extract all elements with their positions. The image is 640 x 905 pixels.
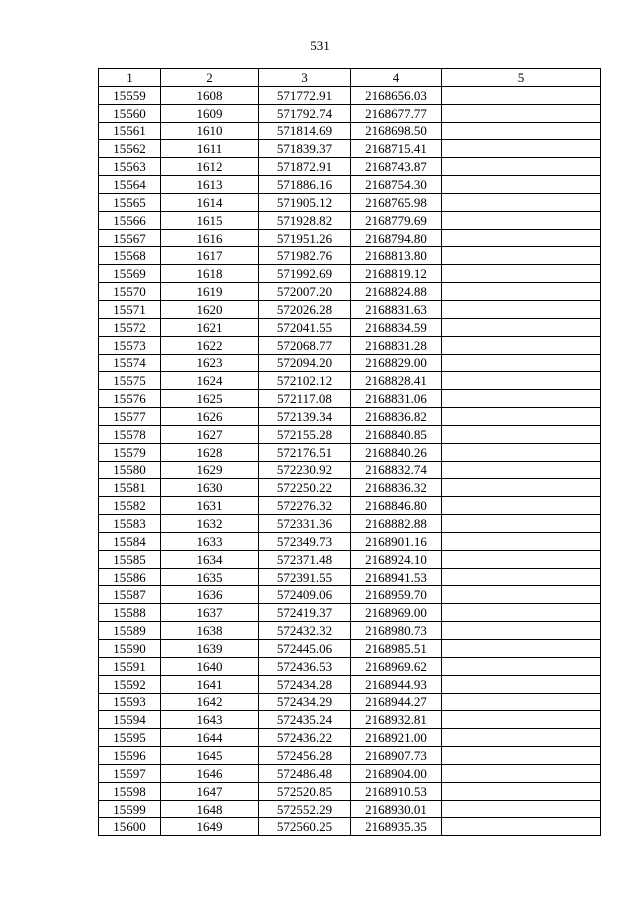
table-cell-col-5 (442, 158, 601, 176)
table-cell-col-4: 2168698.50 (351, 122, 442, 140)
table-cell-col-5 (442, 372, 601, 390)
table-cell-col-3: 572155.28 (259, 425, 351, 443)
table-cell-col-2: 1610 (161, 122, 259, 140)
table-cell-col-5 (442, 443, 601, 461)
table-cell-col-1: 15583 (99, 515, 161, 533)
table-row (99, 247, 601, 265)
table-row (99, 425, 601, 443)
table-cell-col-5 (442, 604, 601, 622)
table-cell-col-1: 15560 (99, 104, 161, 122)
table-cell-col-5 (442, 657, 601, 675)
table-cell-col-2: 1631 (161, 497, 259, 515)
table-cell-col-3: 571792.74 (259, 104, 351, 122)
table-cell-col-1: 15584 (99, 532, 161, 550)
table-cell-col-4: 2168910.53 (351, 782, 442, 800)
table-cell-col-1: 15571 (99, 300, 161, 318)
table-cell-col-3: 571982.76 (259, 247, 351, 265)
table-cell-col-1: 15563 (99, 158, 161, 176)
table-cell-col-1: 15570 (99, 283, 161, 301)
table-cell-col-2: 1623 (161, 354, 259, 372)
table-cell-col-4: 2168765.98 (351, 193, 442, 211)
table-cell-col-4: 2168904.00 (351, 764, 442, 782)
table-cell-col-1: 15586 (99, 568, 161, 586)
table-cell-col-3: 571872.91 (259, 158, 351, 176)
table-cell-col-3: 572349.73 (259, 532, 351, 550)
table-cell-col-2: 1628 (161, 443, 259, 461)
table-cell-col-4: 2168969.62 (351, 657, 442, 675)
table-cell-col-1: 15578 (99, 425, 161, 443)
table-cell-col-4: 2168882.88 (351, 515, 442, 533)
table-cell-col-2: 1644 (161, 729, 259, 747)
table-cell-col-4: 2168754.30 (351, 176, 442, 194)
table-row (99, 568, 601, 586)
table-cell-col-2: 1635 (161, 568, 259, 586)
table-cell-col-2: 1642 (161, 693, 259, 711)
table-cell-col-4: 2168794.80 (351, 229, 442, 247)
table-cell-col-2: 1622 (161, 336, 259, 354)
table-cell-col-1: 15561 (99, 122, 161, 140)
table-cell-col-1: 15579 (99, 443, 161, 461)
table-cell-col-2: 1646 (161, 764, 259, 782)
table-cell-col-3: 572041.55 (259, 318, 351, 336)
table-cell-col-4: 2168677.77 (351, 104, 442, 122)
table-cell-col-1: 15594 (99, 711, 161, 729)
table-cell-col-1: 15596 (99, 747, 161, 765)
header-col-5: 5 (442, 69, 601, 87)
coordinates-table (98, 68, 601, 836)
table-cell-col-5 (442, 711, 601, 729)
table-header (99, 69, 601, 87)
table-cell-col-4: 2168944.27 (351, 693, 442, 711)
table-cell-col-5 (442, 747, 601, 765)
table-cell-col-1: 15580 (99, 461, 161, 479)
table-cell-col-2: 1633 (161, 532, 259, 550)
table-cell-col-3: 572436.53 (259, 657, 351, 675)
table-cell-col-4: 2168834.59 (351, 318, 442, 336)
table-cell-col-5 (442, 86, 601, 104)
table-cell-col-5 (442, 586, 601, 604)
table-cell-col-4: 2168813.80 (351, 247, 442, 265)
table-cell-col-4: 2168969.00 (351, 604, 442, 622)
table-cell-col-5 (442, 408, 601, 426)
table-row (99, 729, 601, 747)
table-cell-col-4: 2168715.41 (351, 140, 442, 158)
table-row (99, 390, 601, 408)
table-row (99, 657, 601, 675)
table-row (99, 532, 601, 550)
table-cell-col-1: 15582 (99, 497, 161, 515)
table-cell-col-1: 15599 (99, 800, 161, 818)
table-cell-col-3: 572276.32 (259, 497, 351, 515)
table-cell-col-4: 2168831.28 (351, 336, 442, 354)
table-cell-col-5 (442, 675, 601, 693)
table-cell-col-5 (442, 104, 601, 122)
header-row (99, 69, 601, 87)
table-cell-col-5 (442, 461, 601, 479)
table-cell-col-5 (442, 729, 601, 747)
table-row (99, 479, 601, 497)
table-cell-col-2: 1615 (161, 211, 259, 229)
table-cell-col-4: 2168930.01 (351, 800, 442, 818)
table-cell-col-1: 15595 (99, 729, 161, 747)
table-cell-col-3: 572139.34 (259, 408, 351, 426)
table-cell-col-2: 1636 (161, 586, 259, 604)
table-cell-col-3: 572094.20 (259, 354, 351, 372)
table-cell-col-2: 1638 (161, 622, 259, 640)
table-row (99, 265, 601, 283)
table-row (99, 586, 601, 604)
table-cell-col-3: 572068.77 (259, 336, 351, 354)
table-cell-col-3: 572445.06 (259, 640, 351, 658)
table-cell-col-5 (442, 229, 601, 247)
table-cell-col-3: 571772.91 (259, 86, 351, 104)
table-cell-col-4: 2168924.10 (351, 550, 442, 568)
table-cell-col-2: 1630 (161, 479, 259, 497)
table-cell-col-4: 2168829.00 (351, 354, 442, 372)
table-cell-col-5 (442, 140, 601, 158)
table-cell-col-2: 1617 (161, 247, 259, 265)
table-cell-col-2: 1619 (161, 283, 259, 301)
table-row (99, 461, 601, 479)
table-cell-col-3: 572552.29 (259, 800, 351, 818)
table-cell-col-5 (442, 622, 601, 640)
table-cell-col-3: 571839.37 (259, 140, 351, 158)
table-row (99, 354, 601, 372)
table-cell-col-1: 15569 (99, 265, 161, 283)
table-cell-col-3: 571814.69 (259, 122, 351, 140)
table-cell-col-3: 572230.92 (259, 461, 351, 479)
table-cell-col-1: 15591 (99, 657, 161, 675)
table-row (99, 283, 601, 301)
table-cell-col-4: 2168941.53 (351, 568, 442, 586)
table-row (99, 211, 601, 229)
table-cell-col-1: 15593 (99, 693, 161, 711)
table-cell-col-4: 2168824.88 (351, 283, 442, 301)
table-cell-col-4: 2168831.63 (351, 300, 442, 318)
table-cell-col-4: 2168836.32 (351, 479, 442, 497)
table-row (99, 764, 601, 782)
table-cell-col-1: 15585 (99, 550, 161, 568)
table-row (99, 550, 601, 568)
table-cell-col-1: 15565 (99, 193, 161, 211)
table-cell-col-3: 572432.32 (259, 622, 351, 640)
table-cell-col-2: 1625 (161, 390, 259, 408)
table-row (99, 515, 601, 533)
table-cell-col-1: 15587 (99, 586, 161, 604)
table-cell-col-1: 15562 (99, 140, 161, 158)
table-cell-col-4: 2168779.69 (351, 211, 442, 229)
table-cell-col-1: 15568 (99, 247, 161, 265)
table-cell-col-4: 2168959.70 (351, 586, 442, 604)
table-cell-col-5 (442, 479, 601, 497)
table-cell-col-4: 2168985.51 (351, 640, 442, 658)
table-cell-col-4: 2168819.12 (351, 265, 442, 283)
table-cell-col-5 (442, 497, 601, 515)
table-cell-col-5 (442, 764, 601, 782)
table-cell-col-1: 15576 (99, 390, 161, 408)
table-cell-col-5 (442, 568, 601, 586)
table-cell-col-5 (442, 300, 601, 318)
table-cell-col-2: 1624 (161, 372, 259, 390)
table-row (99, 229, 601, 247)
table-row (99, 140, 601, 158)
table-row (99, 408, 601, 426)
table-cell-col-2: 1627 (161, 425, 259, 443)
table-cell-col-3: 571905.12 (259, 193, 351, 211)
table-cell-col-4: 2168832.74 (351, 461, 442, 479)
table-row (99, 193, 601, 211)
table-cell-col-4: 2168907.73 (351, 747, 442, 765)
table-cell-col-5 (442, 515, 601, 533)
table-cell-col-2: 1648 (161, 800, 259, 818)
table-cell-col-1: 15590 (99, 640, 161, 658)
table-cell-col-2: 1616 (161, 229, 259, 247)
table-cell-col-1: 15559 (99, 86, 161, 104)
table-row (99, 782, 601, 800)
table-cell-col-3: 572434.29 (259, 693, 351, 711)
table-cell-col-5 (442, 211, 601, 229)
table-cell-col-2: 1637 (161, 604, 259, 622)
table-cell-col-2: 1629 (161, 461, 259, 479)
table-body (99, 86, 601, 835)
table-cell-col-2: 1634 (161, 550, 259, 568)
table-cell-col-4: 2168831.06 (351, 390, 442, 408)
table-cell-col-4: 2168921.00 (351, 729, 442, 747)
table-cell-col-2: 1620 (161, 300, 259, 318)
table-cell-col-3: 572250.22 (259, 479, 351, 497)
table-cell-col-3: 572486.48 (259, 764, 351, 782)
table-cell-col-1: 15564 (99, 176, 161, 194)
table-cell-col-2: 1608 (161, 86, 259, 104)
table-cell-col-5 (442, 247, 601, 265)
table-cell-col-2: 1621 (161, 318, 259, 336)
table-cell-col-4: 2168901.16 (351, 532, 442, 550)
table-row (99, 675, 601, 693)
table-cell-col-2: 1613 (161, 176, 259, 194)
table-row (99, 604, 601, 622)
page-number: 531 (310, 38, 330, 53)
table-row (99, 818, 601, 836)
table-cell-col-1: 15577 (99, 408, 161, 426)
table-cell-col-4: 2168846.80 (351, 497, 442, 515)
table-row (99, 318, 601, 336)
table-row (99, 640, 601, 658)
table-cell-col-5 (442, 318, 601, 336)
table-cell-col-2: 1643 (161, 711, 259, 729)
table-row (99, 622, 601, 640)
table-cell-col-3: 572409.06 (259, 586, 351, 604)
table-row (99, 497, 601, 515)
table-cell-col-1: 15600 (99, 818, 161, 836)
table-cell-col-5 (442, 176, 601, 194)
table-cell-col-2: 1649 (161, 818, 259, 836)
table-cell-col-5 (442, 818, 601, 836)
table-cell-col-1: 15573 (99, 336, 161, 354)
table-cell-col-3: 572176.51 (259, 443, 351, 461)
table-row (99, 372, 601, 390)
table-cell-col-3: 572434.28 (259, 675, 351, 693)
table-cell-col-5 (442, 532, 601, 550)
header-col-1: 1 (99, 69, 161, 87)
table-cell-col-5 (442, 782, 601, 800)
table-cell-col-3: 571951.26 (259, 229, 351, 247)
table-cell-col-1: 15589 (99, 622, 161, 640)
table-cell-col-3: 572331.36 (259, 515, 351, 533)
table-row (99, 336, 601, 354)
table-cell-col-4: 2168935.35 (351, 818, 442, 836)
table-cell-col-2: 1614 (161, 193, 259, 211)
table-cell-col-4: 2168980.73 (351, 622, 442, 640)
header-col-3: 3 (259, 69, 351, 87)
table-cell-col-4: 2168656.03 (351, 86, 442, 104)
table-cell-col-4: 2168840.85 (351, 425, 442, 443)
table-cell-col-2: 1639 (161, 640, 259, 658)
table-cell-col-4: 2168743.87 (351, 158, 442, 176)
table-cell-col-1: 15574 (99, 354, 161, 372)
table-cell-col-5 (442, 265, 601, 283)
table-row (99, 800, 601, 818)
table-row (99, 104, 601, 122)
table-cell-col-2: 1618 (161, 265, 259, 283)
table-cell-col-2: 1632 (161, 515, 259, 533)
table-row (99, 693, 601, 711)
table-row (99, 711, 601, 729)
table-cell-col-1: 15597 (99, 764, 161, 782)
table-cell-col-3: 572117.08 (259, 390, 351, 408)
table-cell-col-2: 1645 (161, 747, 259, 765)
table-row (99, 86, 601, 104)
table-cell-col-3: 572102.12 (259, 372, 351, 390)
table-row (99, 747, 601, 765)
table-cell-col-1: 15566 (99, 211, 161, 229)
table-cell-col-5 (442, 425, 601, 443)
table-cell-col-4: 2168932.81 (351, 711, 442, 729)
table-cell-col-1: 15575 (99, 372, 161, 390)
table-cell-col-1: 15572 (99, 318, 161, 336)
table-cell-col-5 (442, 122, 601, 140)
table-cell-col-1: 15598 (99, 782, 161, 800)
table-cell-col-2: 1647 (161, 782, 259, 800)
table-cell-col-5 (442, 640, 601, 658)
table-cell-col-3: 572456.28 (259, 747, 351, 765)
table-cell-col-4: 2168828.41 (351, 372, 442, 390)
table-cell-col-3: 571992.69 (259, 265, 351, 283)
table-cell-col-3: 572560.25 (259, 818, 351, 836)
table-cell-col-4: 2168836.82 (351, 408, 442, 426)
table-cell-col-3: 571886.16 (259, 176, 351, 194)
table-cell-col-2: 1626 (161, 408, 259, 426)
table-row (99, 158, 601, 176)
table-row (99, 300, 601, 318)
table-cell-col-4: 2168840.26 (351, 443, 442, 461)
table-cell-col-1: 15581 (99, 479, 161, 497)
table-cell-col-5 (442, 693, 601, 711)
table-cell-col-2: 1612 (161, 158, 259, 176)
table-cell-col-3: 572419.37 (259, 604, 351, 622)
table-cell-col-3: 572435.24 (259, 711, 351, 729)
table-cell-col-2: 1609 (161, 104, 259, 122)
header-col-4: 4 (351, 69, 442, 87)
table-cell-col-4: 2168944.93 (351, 675, 442, 693)
table-cell-col-2: 1640 (161, 657, 259, 675)
table-cell-col-3: 572391.55 (259, 568, 351, 586)
table-cell-col-5 (442, 336, 601, 354)
table-cell-col-3: 571928.82 (259, 211, 351, 229)
table-row (99, 122, 601, 140)
table-row (99, 443, 601, 461)
table-cell-col-2: 1641 (161, 675, 259, 693)
table-cell-col-2: 1611 (161, 140, 259, 158)
table-row (99, 176, 601, 194)
table-cell-col-3: 572436.22 (259, 729, 351, 747)
table-cell-col-5 (442, 354, 601, 372)
table-cell-col-3: 572007.20 (259, 283, 351, 301)
table-cell-col-1: 15588 (99, 604, 161, 622)
table-cell-col-1: 15567 (99, 229, 161, 247)
header-col-2: 2 (161, 69, 259, 87)
table-cell-col-5 (442, 550, 601, 568)
table-cell-col-5 (442, 283, 601, 301)
table-cell-col-5 (442, 193, 601, 211)
table-cell-col-3: 572520.85 (259, 782, 351, 800)
table-cell-col-5 (442, 800, 601, 818)
table-cell-col-3: 572371.48 (259, 550, 351, 568)
table-cell-col-5 (442, 390, 601, 408)
table-cell-col-3: 572026.28 (259, 300, 351, 318)
table-cell-col-1: 15592 (99, 675, 161, 693)
